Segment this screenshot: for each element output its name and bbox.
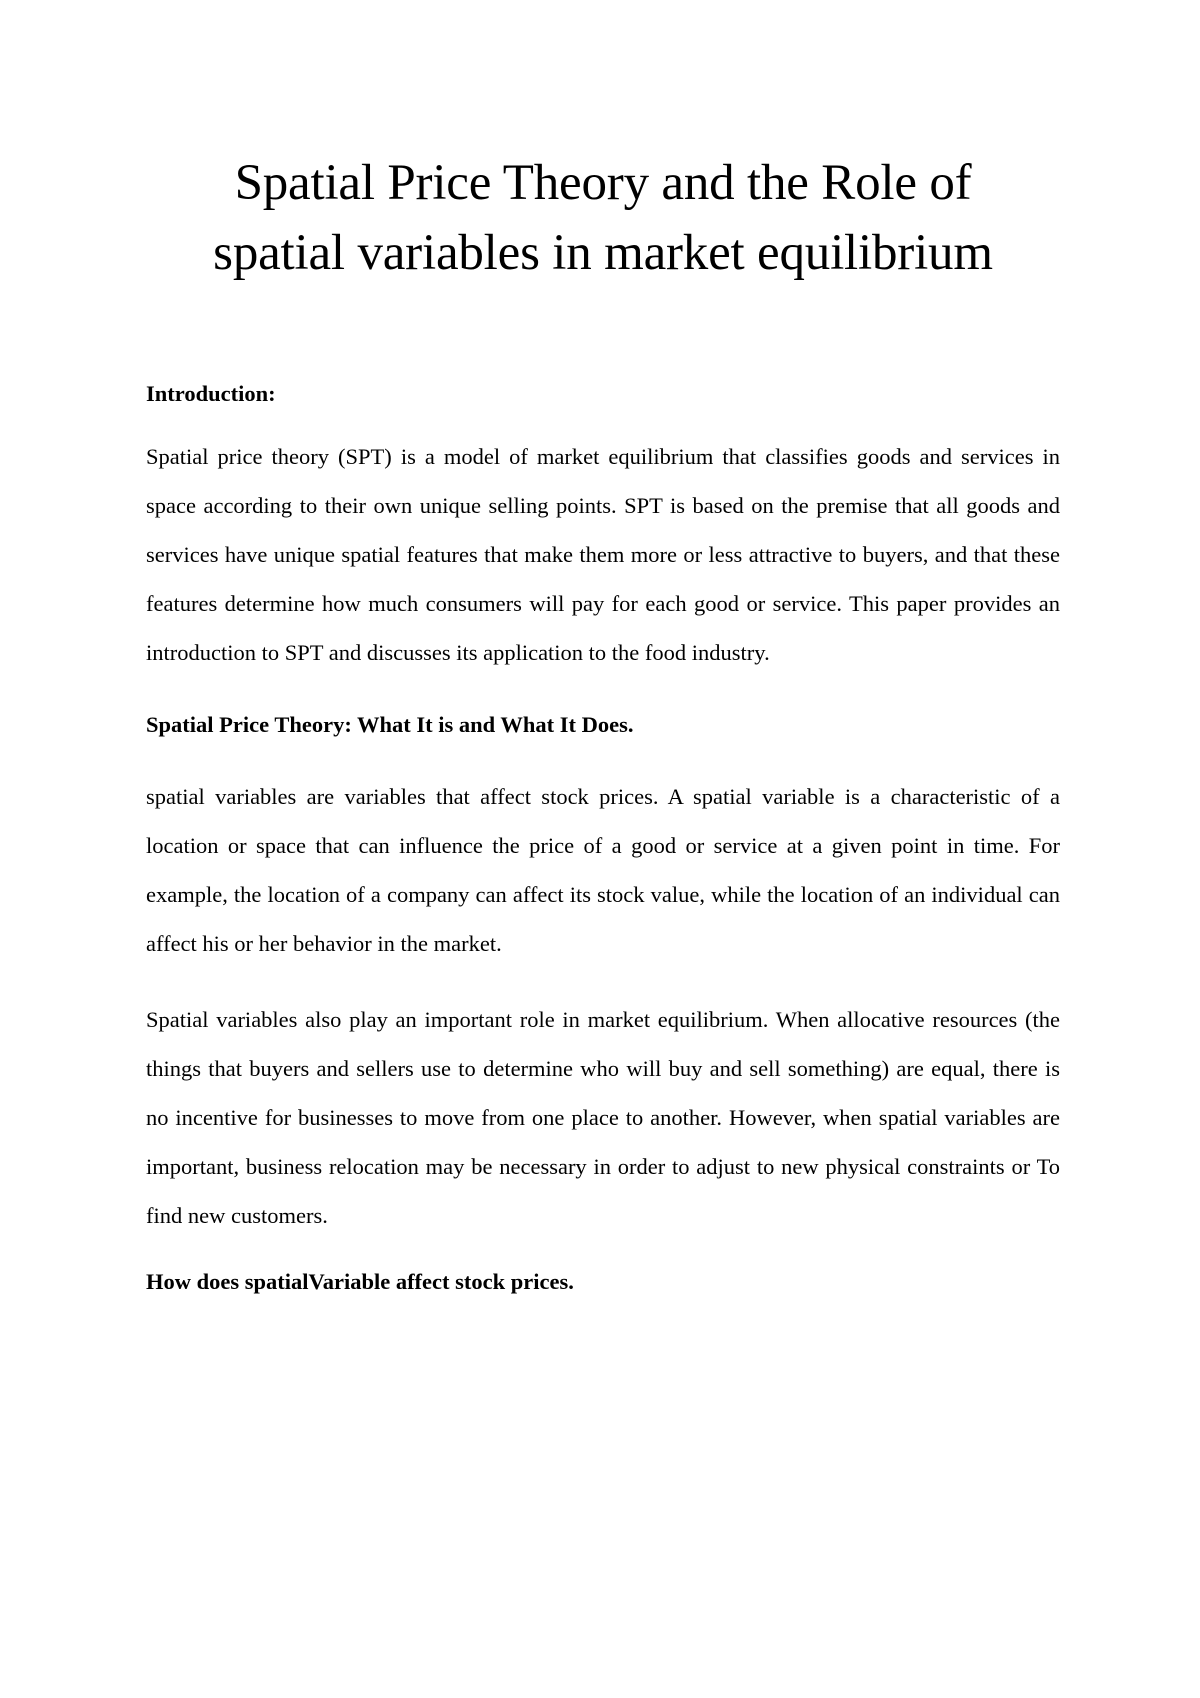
- title-line-1: Spatial Price Theory and the Role of: [234, 155, 972, 211]
- document-title: [146, 148, 1060, 288]
- heading-introduction: Introduction:: [146, 381, 276, 406]
- paragraph-spatial-variables: spatial variables are variables that affect stock prices. A spatial variable is a characteristic of a location or space that can influence the price of a good or service at a given point in time. For example, the location of a company can affect its stock value, while the location of an individual can affect his or her behavior in the market.: [146, 784, 1060, 956]
- heading-spatial-price-theory: Spatial Price Theory: What It is and What It Does.: [146, 712, 634, 737]
- paragraph-introduction: Spatial price theory (SPT) is a model of market equilibrium that classifies goods and services in space according to their own unique selling points. SPT is based on the premise that all goods and services have unique spatial features that make them more or less attractive to buyers, and that these features determine how much consumers will pay for each good or service. This paper provides an introduction to SPT and discusses its application to the food industry.: [146, 444, 1060, 665]
- heading-stock-prices: How does spatialVariable affect stock prices.: [146, 1269, 574, 1294]
- paragraph-market-equilibrium: Spatial variables also play an important role in market equilibrium. When allocative resources (the things that buyers and sellers use to determine who will buy and sell something) are equal, there is no incentive for businesses to move from one place to another. However, when spatial variables are important, business relocation may be necessary in order to adjust to new physical constraints or To find new customers.: [146, 1007, 1060, 1228]
- title-line-2: spatial variables in market equilibrium: [213, 225, 993, 281]
